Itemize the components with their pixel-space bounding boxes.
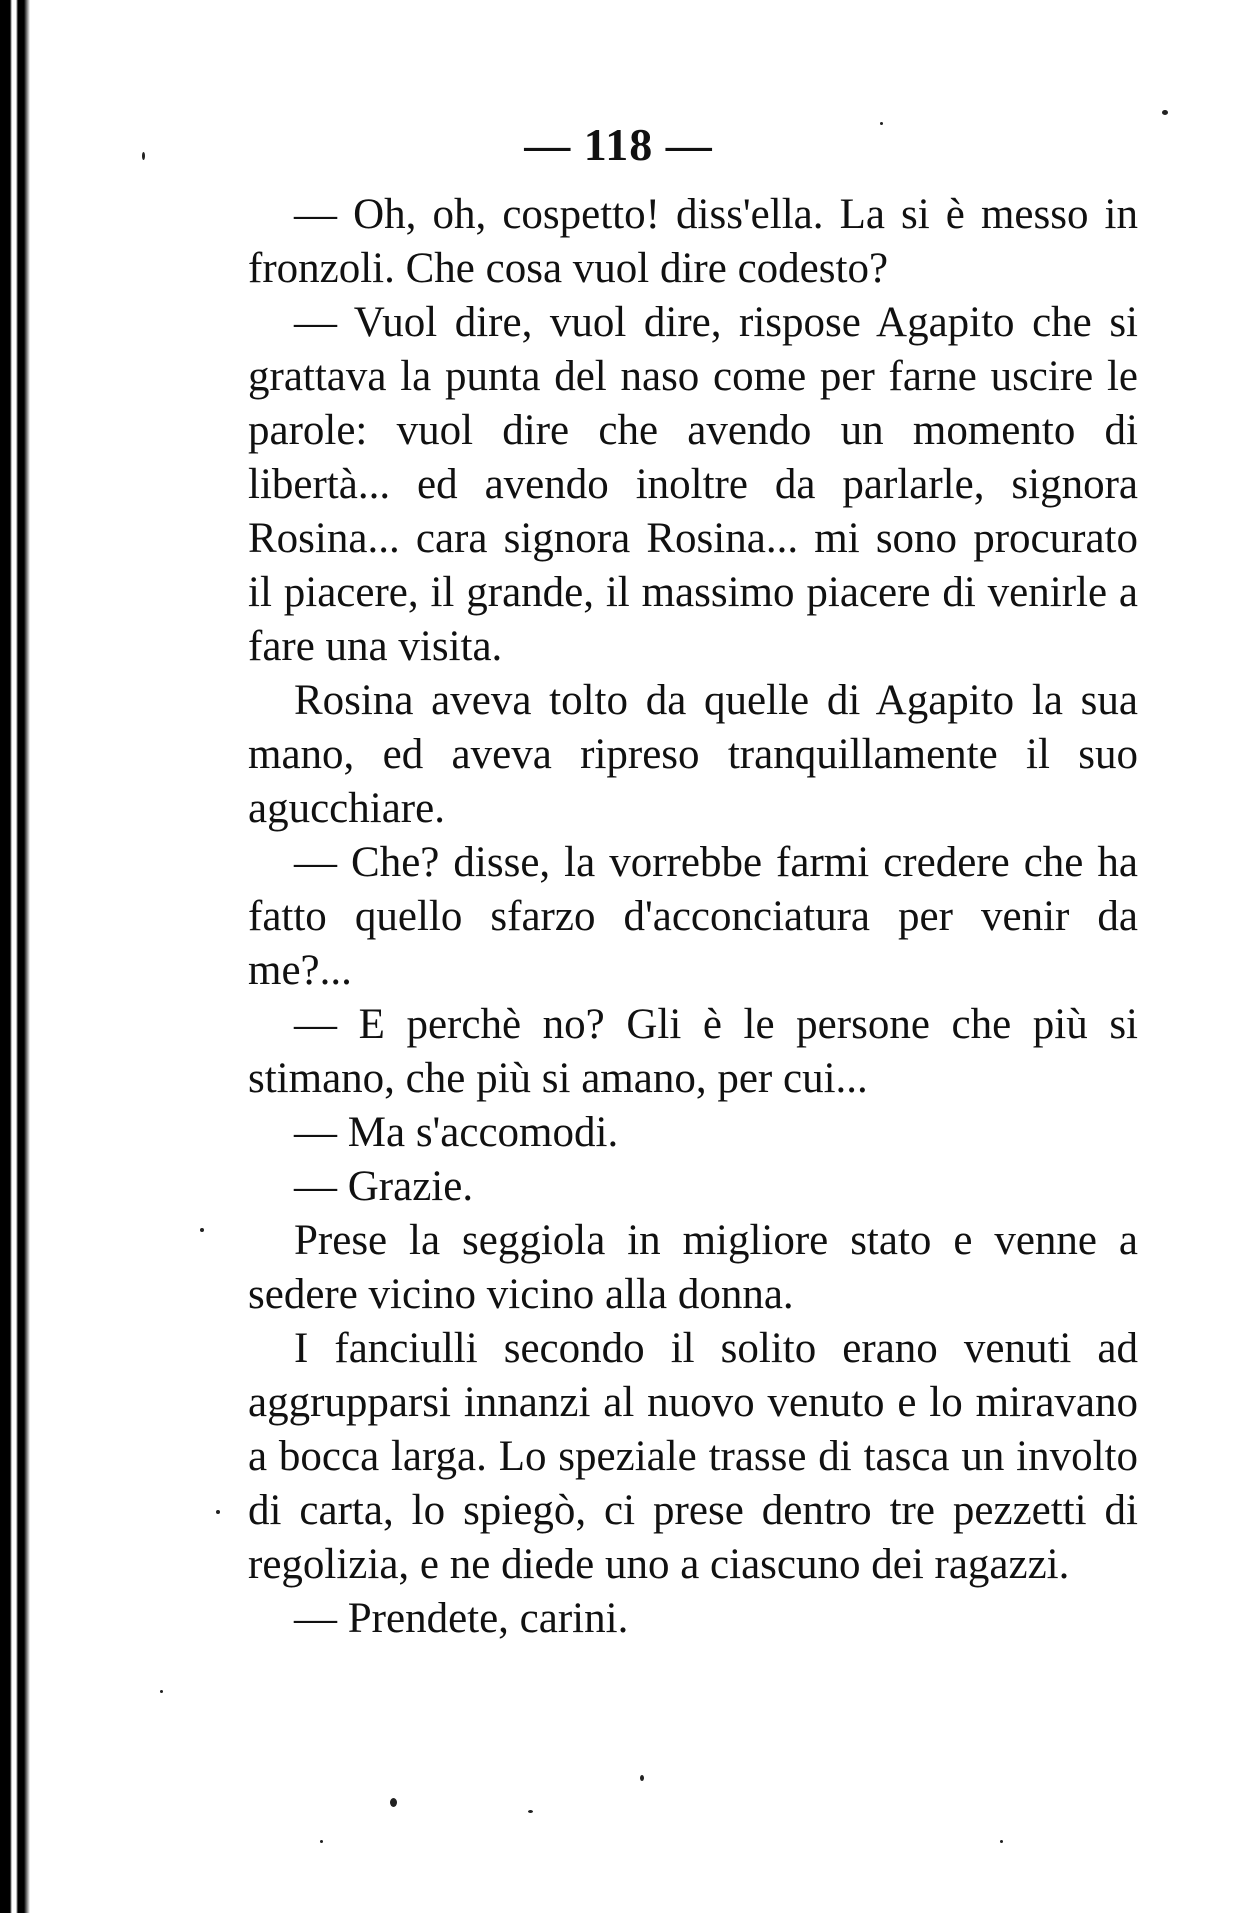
paragraph: Rosina aveva tolto da quelle di Agapito la sua mano, ed aveva ripreso tranquillamente il suo agucchiare. bbox=[248, 677, 1138, 832]
paragraph: — Che? disse, la vorrebbe farmi credere che ha fatto quello sfarzo d'acconciatura per venir da me?... bbox=[248, 839, 1138, 994]
print-speck bbox=[528, 1810, 533, 1813]
print-speck bbox=[160, 1690, 163, 1693]
body-text bbox=[248, 188, 1138, 1646]
print-speck bbox=[320, 1840, 323, 1843]
print-speck bbox=[1162, 110, 1168, 115]
paragraph: I fanciulli secondo il solito erano venuti ad aggrupparsi innanzi al nuovo venuto e lo miravano a bocca larga. Lo speziale trasse di tasca un involto di carta, lo spiegò, ci prese dentro tre pezzetti di regolizia, e ne diede uno a ciascuno dei ragazzi. bbox=[248, 1325, 1138, 1588]
paragraph: Prese la seggiola in migliore stato e venne a sedere vicino vicino alla donna. bbox=[248, 1217, 1138, 1318]
print-speck bbox=[390, 1798, 397, 1807]
book-spine-shadow bbox=[0, 0, 30, 1913]
print-speck bbox=[216, 1510, 220, 1514]
print-speck bbox=[640, 1775, 644, 1781]
paragraph: — E perchè no? Gli è le persone che più si stimano, che più si amano, per cui... bbox=[248, 1001, 1138, 1102]
paragraph: — Prendete, carini. bbox=[294, 1595, 629, 1642]
print-speck bbox=[1000, 1840, 1003, 1843]
paragraph: — Ma s'accomodi. bbox=[294, 1109, 619, 1156]
paragraph: — Grazie. bbox=[294, 1163, 474, 1210]
print-speck bbox=[200, 1228, 204, 1232]
paragraph: — Oh, oh, cospetto! diss'ella. La si è messo in fronzoli. Che cosa vuol dire codesto? bbox=[248, 191, 1138, 292]
page-number: — 118 — bbox=[524, 119, 713, 170]
paragraph: — Vuol dire, vuol dire, rispose Agapito che si grattava la punta del naso come per farne uscire le parole: vuol dire che avendo un momento di libertà... ed avendo inoltre da parlarle, signora Rosina... cara signora Rosina... mi sono procurato il piacere, il grande, il massimo piacere di venirle a fare una visita. bbox=[248, 299, 1138, 670]
